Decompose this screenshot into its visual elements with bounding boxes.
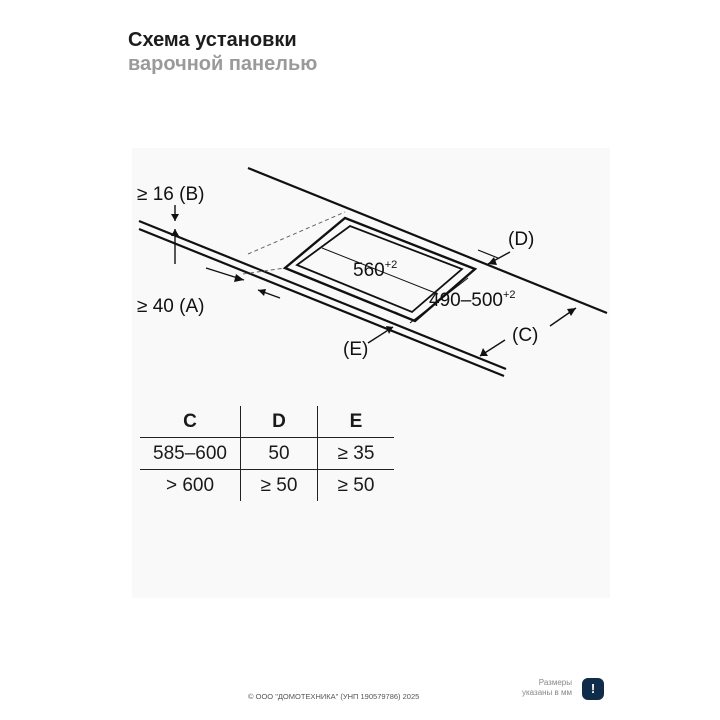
table-cell: 585–600 xyxy=(140,438,241,470)
label-a: ≥ 40 (A) xyxy=(137,296,205,317)
dim-b-arrowhead-top xyxy=(171,214,179,221)
cutout-depth-value: 490–500 xyxy=(429,290,503,311)
table-cell: ≥ 50 xyxy=(241,470,318,502)
title-line-2: варочной панелью xyxy=(128,53,318,75)
units-note-line-1: Размеры xyxy=(538,678,572,687)
title-line-1: Схема установки xyxy=(128,29,297,51)
column-header-c: C xyxy=(140,406,241,438)
label-cutout-depth xyxy=(429,289,516,311)
column-header-e: E xyxy=(318,406,395,438)
dim-a-arrowhead-right xyxy=(258,289,266,296)
dim-d-line xyxy=(478,250,498,258)
cutout-width-value: 560 xyxy=(353,260,385,281)
label-c: (C) xyxy=(512,325,539,346)
table-header-row xyxy=(140,406,394,438)
label-e: (E) xyxy=(343,339,369,360)
dim-d-arrowhead xyxy=(488,257,497,265)
table-row xyxy=(140,438,394,470)
projection-dashed-top xyxy=(248,212,345,254)
dim-a-arrowhead-left xyxy=(234,274,244,282)
worktop-back-edge xyxy=(248,168,607,313)
column-header-d: D xyxy=(241,406,318,438)
table-cell: 50 xyxy=(241,438,318,470)
dim-b-arrowhead-bottom xyxy=(171,229,179,236)
copyright-text: © ООО "ДОМОТЕХНИКА" (УНП 190579786) 2025 xyxy=(248,692,420,701)
table-row xyxy=(140,470,394,502)
cutout-width-tolerance: +2 xyxy=(384,259,398,271)
units-note-line-2: указаны в мм xyxy=(521,688,572,697)
label-d: (D) xyxy=(508,229,535,250)
table-cell: > 600 xyxy=(140,470,241,502)
exclamation-icon: ! xyxy=(582,678,604,700)
label-cutout-width xyxy=(353,259,397,281)
dim-e-arrow-top xyxy=(395,312,412,320)
table-cell: ≥ 50 xyxy=(337,474,375,496)
dimensions-table xyxy=(140,406,394,501)
units-note xyxy=(500,678,572,698)
cutout-depth-tolerance: +2 xyxy=(502,289,516,301)
table-cell: ≥ 35 xyxy=(318,438,395,470)
label-b: ≥ 16 (B) xyxy=(137,184,205,205)
dim-c-arrowhead-top xyxy=(567,308,576,316)
